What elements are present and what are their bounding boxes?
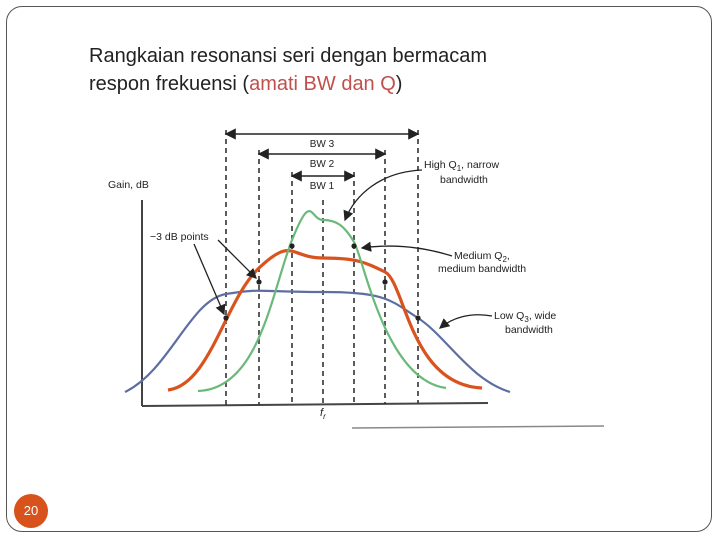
low-q-left-3db-point xyxy=(223,315,228,320)
bw1-label: BW 1 xyxy=(309,181,335,192)
high-q-right-3db-point xyxy=(351,243,356,248)
minus-3db-arrow-2 xyxy=(194,244,224,314)
x-axis-label: $f_r$ xyxy=(320,407,326,421)
medium-q-right-3db-point xyxy=(382,279,387,284)
title-line-2-prefix: respon frekuensi ( xyxy=(89,73,250,95)
minus-3db-label: −3 dB points xyxy=(150,231,209,243)
medium-q-curve xyxy=(168,251,482,390)
page-number-badge: 20 xyxy=(14,494,48,528)
medium-q-label-line2: medium bandwidth xyxy=(438,263,527,275)
x-axis-shadow xyxy=(352,426,604,428)
low-q-pointer xyxy=(440,315,492,328)
minus-3db-markers xyxy=(223,243,420,320)
high-q-label-line2: bandwidth xyxy=(440,174,488,186)
y-axis-label: Gain, dB xyxy=(108,179,149,191)
low-q-right-3db-point xyxy=(415,315,420,320)
medium-q-label: Medium $Q_2$, xyxy=(454,250,510,264)
bw2-label: BW 2 xyxy=(309,159,335,170)
medium-q-left-3db-point xyxy=(256,279,261,284)
minus-3db-arrow-1 xyxy=(218,240,256,278)
bandwidth-guides xyxy=(226,130,418,406)
low-q-label-line2: bandwidth xyxy=(505,324,553,336)
low-q-curve xyxy=(125,291,510,392)
x-axis xyxy=(142,403,488,406)
bw3-label: BW 3 xyxy=(309,139,335,150)
medium-q-pointer xyxy=(362,246,452,256)
title-highlight: amati BW dan Q xyxy=(249,73,396,95)
high-q-left-3db-point xyxy=(289,243,294,248)
high-q-label: High $Q_1$, narrow xyxy=(424,159,500,173)
title-line-1: Rangkaian resonansi seri dengan bermacam xyxy=(89,45,488,67)
low-q-label: Low $Q_3$, wide xyxy=(494,310,557,324)
high-q-pointer xyxy=(345,170,422,220)
title-line-2-suffix: ) xyxy=(395,73,403,95)
